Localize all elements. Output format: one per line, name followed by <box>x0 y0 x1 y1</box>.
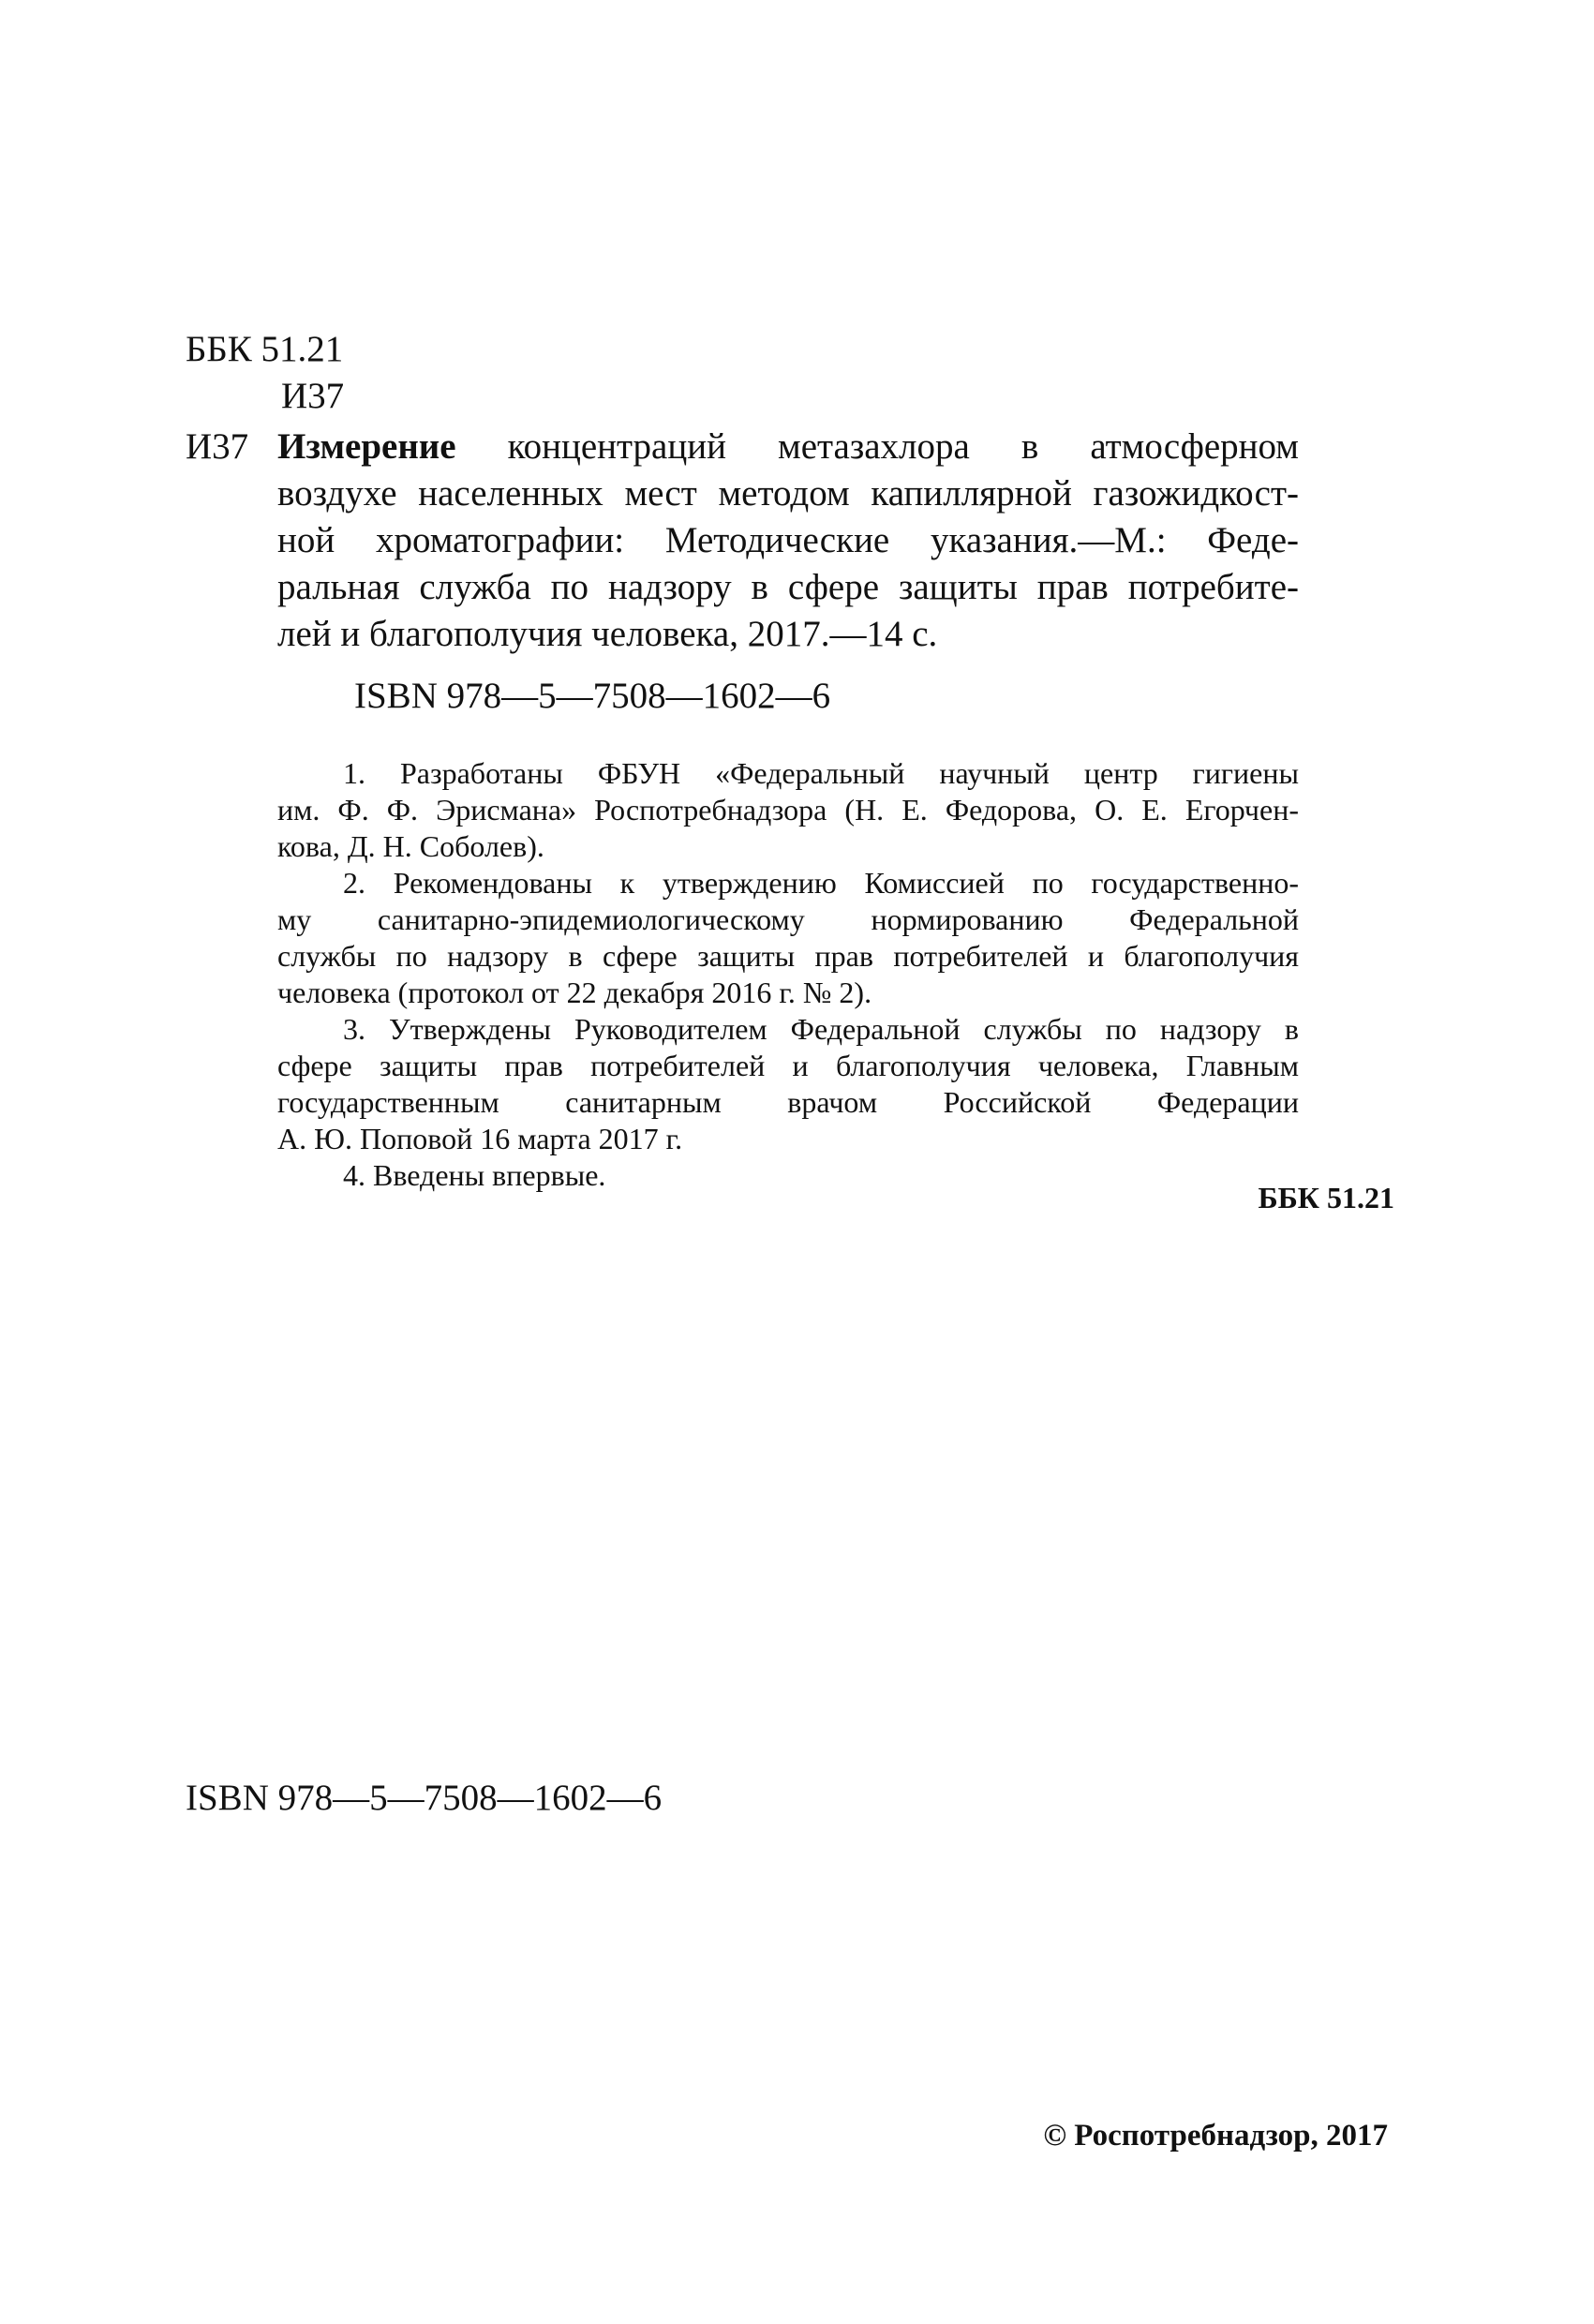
entry-line-2: воздухе населенных мест методом капиллярной газожидкост- <box>277 473 1299 514</box>
entry-title-bold: Измерение <box>277 426 456 467</box>
note-2-line-1: 2. Рекомендованы к утверждению Комиссией по государственно- <box>343 866 1299 900</box>
note-3-line-2: сфере защиты прав потребителей и благополучия человека, Главным <box>277 1049 1299 1082</box>
entry-author-mark: И37 <box>186 426 249 467</box>
note-3-line-4: А. Ю. Поповой 16 марта 2017 г. <box>277 1122 683 1155</box>
note-3-line-1: 3. Утверждены Руководителем Федеральной службы по надзору в <box>343 1012 1299 1046</box>
note-1-line-1: 1. Разработаны ФБУН «Федеральный научный центр гигиены <box>343 756 1299 790</box>
note-3-line-3: государственным санитарным врачом Российской Федерации <box>277 1085 1299 1119</box>
note-2-line-2: му санитарно-эпидемиологическому нормированию Федеральной <box>277 902 1299 936</box>
entry-line-5: лей и благополучия человека, 2017.—14 с. <box>277 614 938 654</box>
entry-line-3: ной хроматографии: Методические указания.—М.: Феде- <box>277 520 1299 560</box>
bbk-code-right: ББК 51.21 <box>1258 1181 1394 1214</box>
note-2-line-3: службы по надзору в сфере защиты прав потребителей и благополучия <box>277 939 1299 973</box>
author-mark-top: И37 <box>281 376 345 416</box>
note-1-line-2: им. Ф. Ф. Эрисмана» Роспотребнадзора (Н. Е. Федорова, О. Е. Егорчен- <box>277 793 1299 827</box>
entry-line-4: ральная служба по надзору в сфере защиты прав потребите- <box>277 567 1299 607</box>
isbn-middle: ISBN 978—5—7508—1602—6 <box>354 676 831 716</box>
entry-line-1 <box>277 424 1299 470</box>
note-2-line-4: человека (протокол от 22 декабря 2016 г. № 2). <box>277 976 872 1009</box>
note-4-line-1: 4. Введены впервые. <box>343 1158 606 1192</box>
bbk-code-top: ББК 51.21 <box>186 329 344 369</box>
bibliographic-entry <box>277 424 1299 658</box>
entry-line-1-rest: концентраций метазахлора в атмосферном <box>455 426 1299 467</box>
note-1-line-3: кова, Д. Н. Соболев). <box>277 829 544 863</box>
isbn-bottom: ISBN 978—5—7508—1602—6 <box>186 1778 663 1818</box>
copyright-notice: © Роспотребнадзор, 2017 <box>1043 2119 1388 2153</box>
publication-notes <box>277 755 1299 1194</box>
